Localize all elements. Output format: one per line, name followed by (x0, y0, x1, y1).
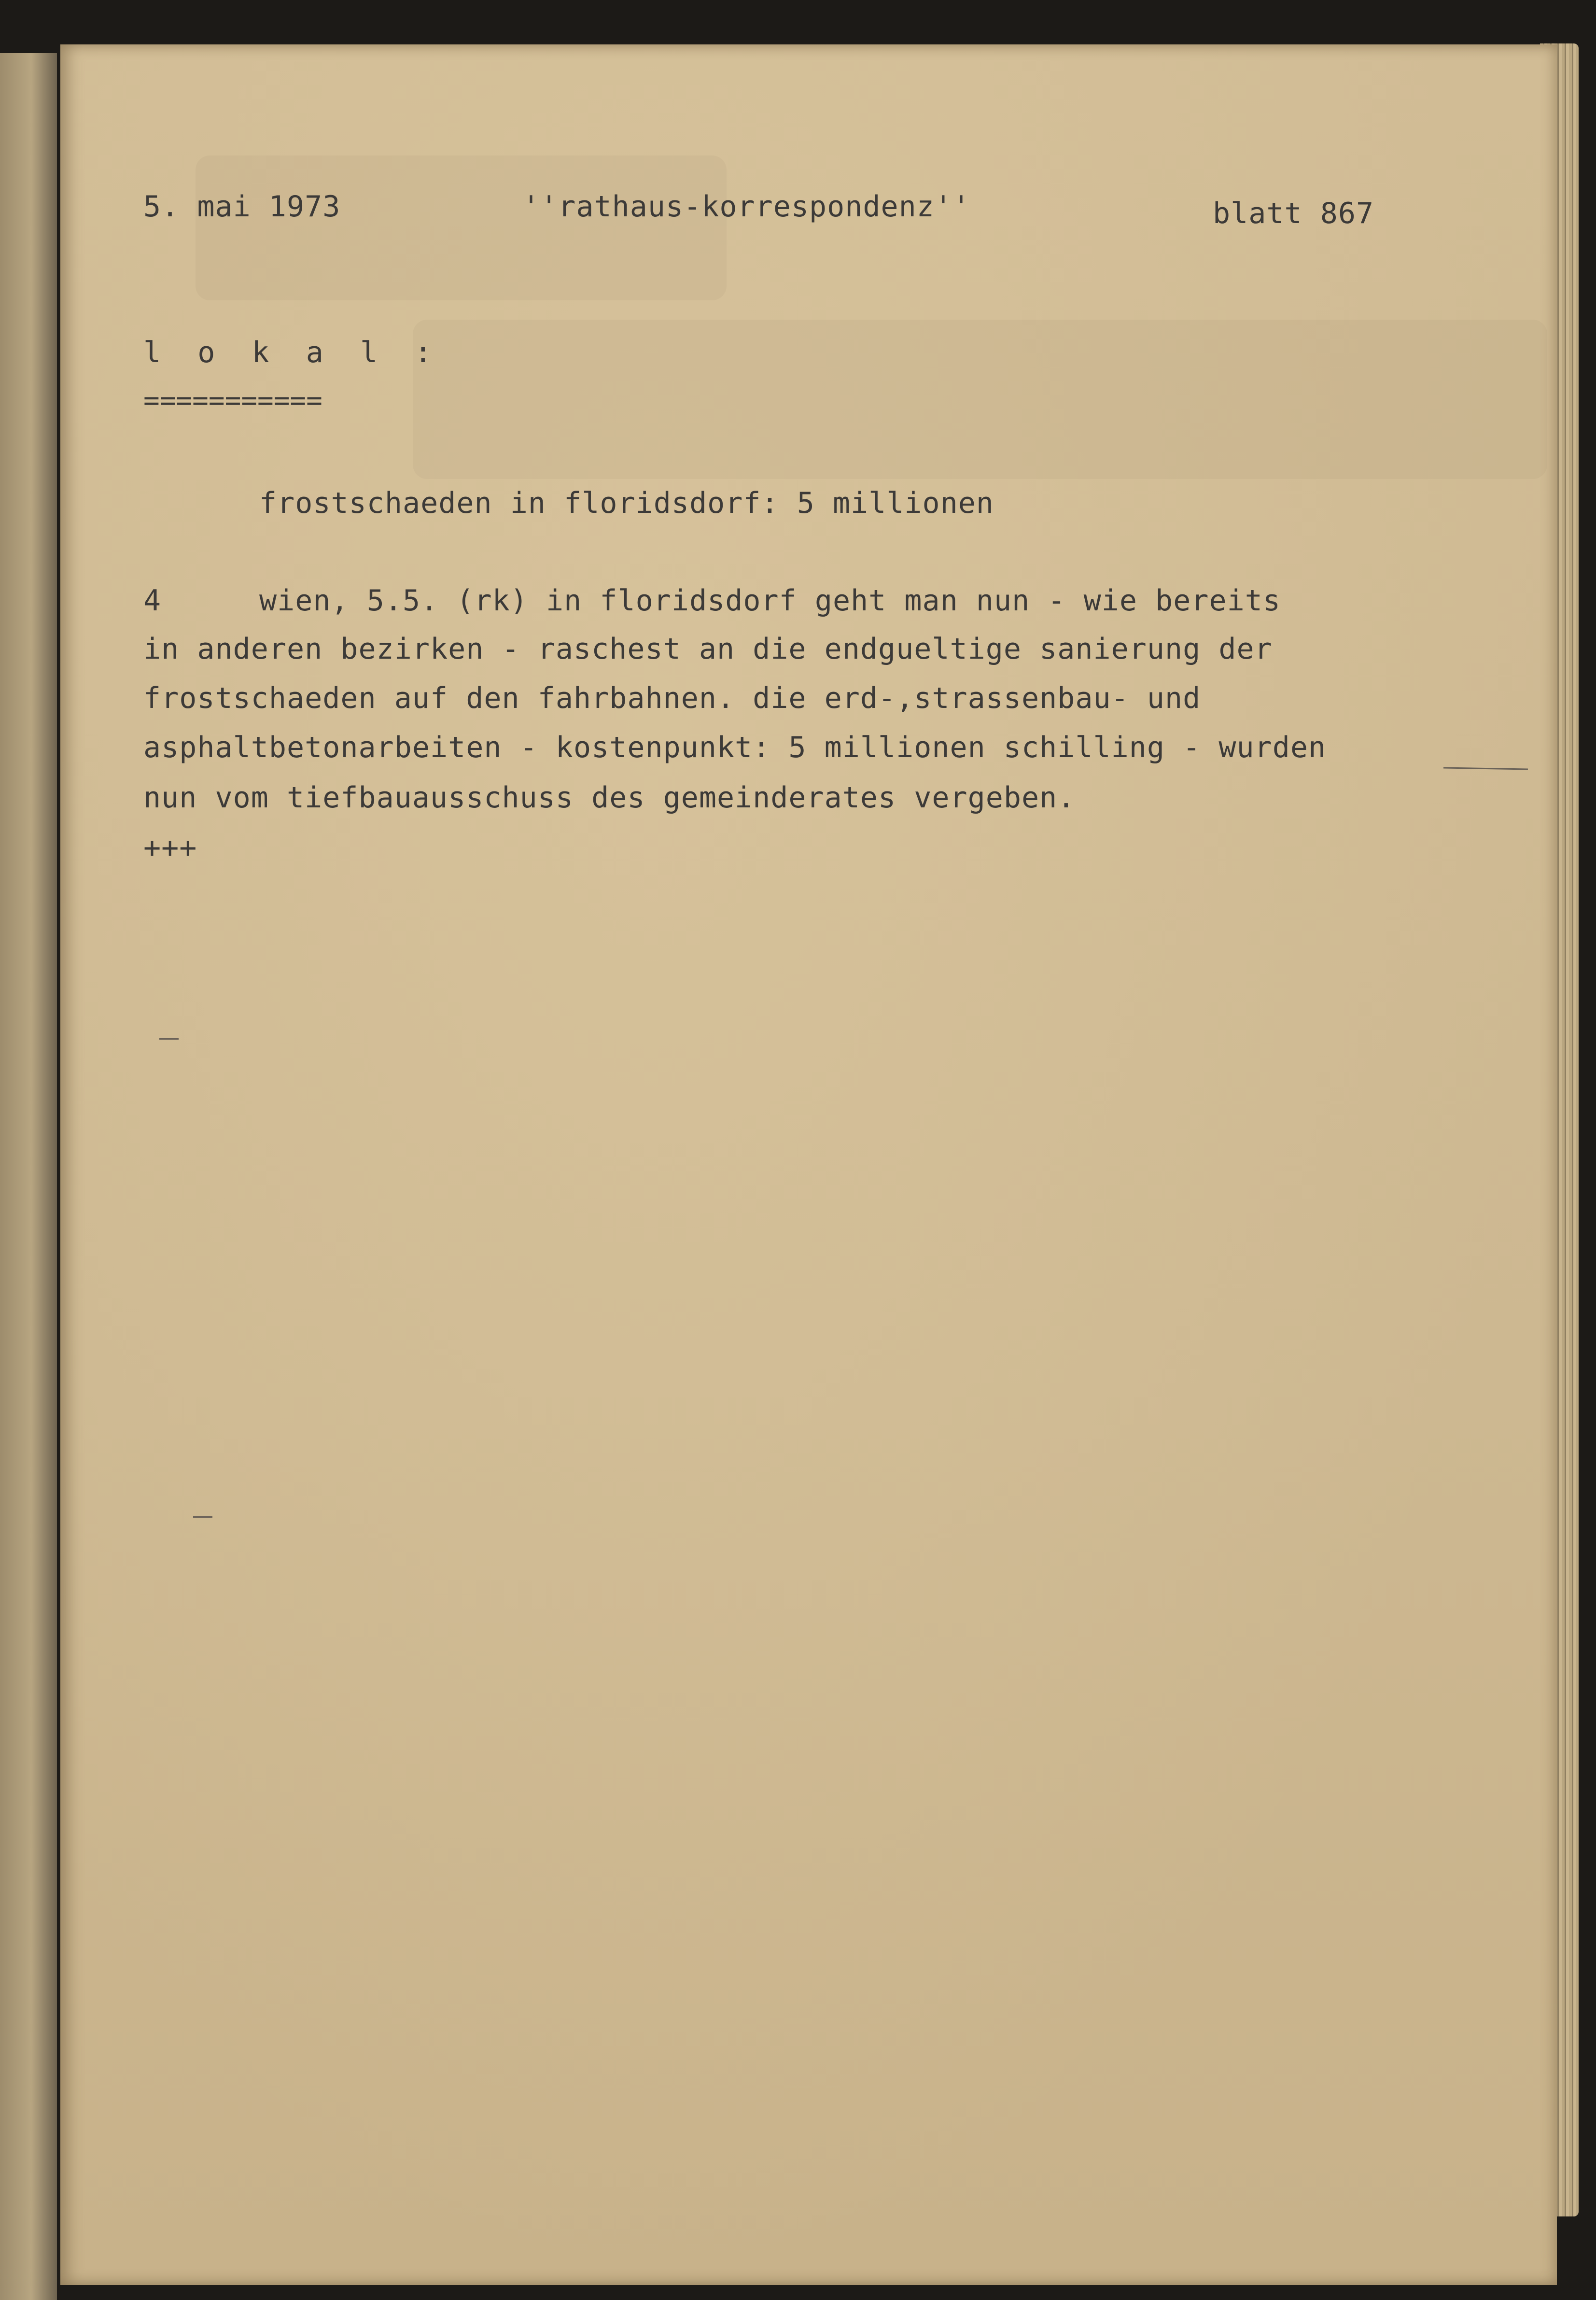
article-headline: frostschaeden in floridsdorf: 5 millionen (259, 486, 994, 520)
section-label: l o k a l : (143, 336, 442, 369)
article-number: 4 (143, 584, 162, 618)
document-page (60, 44, 1557, 2285)
paper-mark (193, 1516, 212, 1518)
article-line-1: wien, 5.5. (rk) in floridsdorf geht man nun - wie bereits (259, 584, 1281, 618)
article-end-mark: +++ (143, 831, 197, 865)
article-line-5: nun vom tiefbauausschuss des gemeinderates vergeben. (143, 781, 1076, 815)
paper-mark (159, 1038, 179, 1040)
article-line-4: asphaltbetonarbeiten - kostenpunkt: 5 millionen schilling - wurden (143, 731, 1327, 764)
previous-page-edge (0, 53, 57, 2300)
header-sheet-number: blatt 867 (1213, 197, 1374, 230)
section-rule: =========== (143, 385, 322, 416)
header-source: ''rathaus-korrespondenz'' (522, 190, 971, 224)
header-date: 5. mai 1973 (143, 190, 341, 224)
article-line-3: frostschaeden auf den fahrbahnen. die erd-,strassenbau- und (143, 681, 1201, 715)
article-line-2: in anderen bezirken - raschest an die endgueltige sanierung der (143, 632, 1273, 666)
